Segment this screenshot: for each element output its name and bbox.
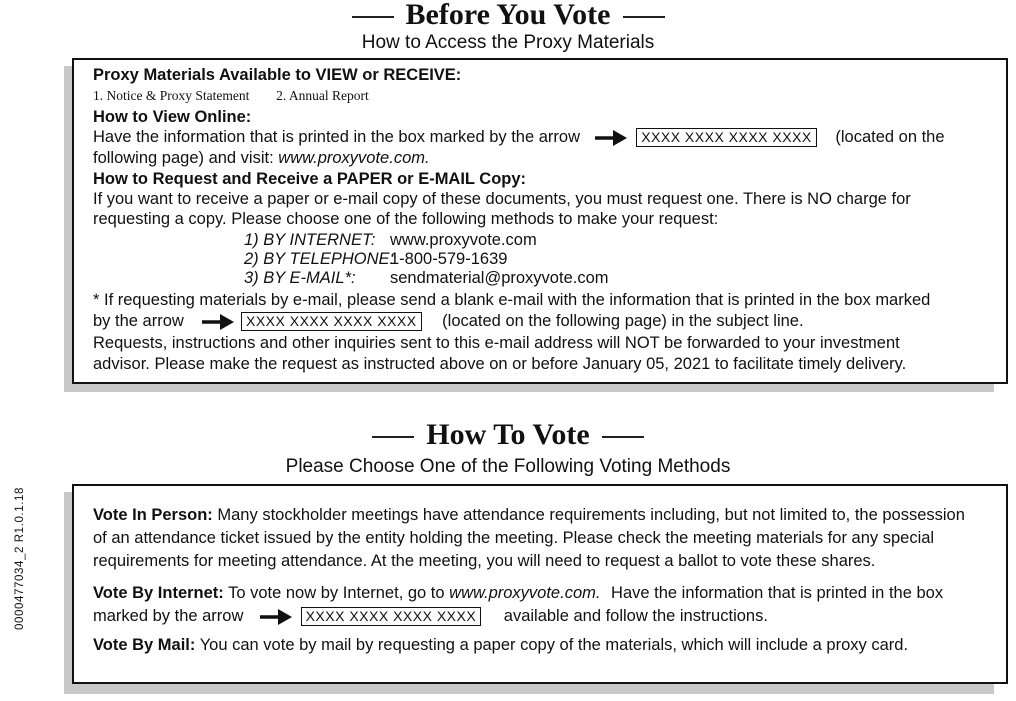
method-telephone-value[interactable]: 1-800-579-1639 bbox=[390, 250, 508, 268]
vote-by-internet-label: Vote By Internet: bbox=[93, 584, 224, 602]
title-rule-left bbox=[352, 16, 394, 18]
method-telephone-label: 2) BY TELEPHONE: bbox=[244, 250, 395, 268]
how-to-vote-title bbox=[0, 420, 1016, 450]
vote-in-person-line-3: requirements for meeting attendance. At the meeting, you will need to request a ballot to vote these shares. bbox=[93, 552, 876, 570]
method-internet-label: 1) BY INTERNET: bbox=[244, 231, 376, 249]
view-online-line-1 bbox=[93, 127, 945, 147]
control-number-box: XXXX XXXX XXXX XXXX bbox=[636, 128, 817, 147]
vote-by-internet-line-1 bbox=[93, 583, 943, 603]
method-email-label: 3) BY E-MAIL*: bbox=[244, 269, 356, 287]
voting-methods-box bbox=[72, 484, 1008, 684]
title-rule-right bbox=[623, 16, 665, 18]
title-rule-right bbox=[602, 436, 644, 438]
title-rule-left bbox=[372, 436, 414, 438]
view-online-text: Have the information that is printed in the box marked by the arrow bbox=[93, 128, 580, 146]
vote-in-person-line-1 bbox=[93, 505, 965, 525]
method-internet-value[interactable]: www.proxyvote.com bbox=[390, 231, 537, 249]
before-you-vote-title bbox=[0, 0, 1016, 30]
how-title-text: How To Vote bbox=[426, 418, 590, 451]
forwarding-notice-line-2: advisor. Please make the request as instructed above on or before January 05, 2021 to facilitate timely delivery. bbox=[93, 355, 907, 373]
how-to-vote-subtitle: Please Choose One of the Following Voting Methods bbox=[285, 456, 731, 477]
vote-by-internet-text: To vote now by Internet, go to bbox=[228, 584, 445, 602]
request-copy-heading: How to Request and Receive a PAPER or E-MAIL Copy: bbox=[93, 170, 527, 188]
method-telephone bbox=[244, 249, 507, 269]
arrow-right-icon bbox=[260, 608, 294, 626]
method-email-value[interactable]: sendmaterial@proxyvote.com bbox=[390, 269, 609, 287]
view-online-located: (located on the bbox=[835, 128, 945, 146]
email-footnote-line-1: * If requesting materials by e-mail, please send a blank e-mail with the information that is printed in the box marked bbox=[93, 291, 931, 309]
materials-heading: Proxy Materials Available to VIEW or RECEIVE: bbox=[93, 66, 462, 84]
vote-in-person-text: Many stockholder meetings have attendance requirements including, but not limited to, the possession bbox=[217, 506, 965, 524]
request-copy-line-2: requesting a copy. Please choose one of the following methods to make your request: bbox=[93, 210, 719, 228]
proxyvote-url-link[interactable]: www.proxyvote.com. bbox=[278, 149, 430, 167]
document-id-code: 0000477034_2 R1.0.1.18 bbox=[14, 486, 26, 630]
footnote-by-arrow: by the arrow bbox=[93, 312, 184, 330]
vote-by-internet-instructions: available and follow the instructions. bbox=[503, 607, 768, 625]
materials-item-notice: 1. Notice & Proxy Statement bbox=[93, 88, 250, 103]
method-internet bbox=[244, 230, 537, 250]
forwarding-notice-line-1: Requests, instructions and other inquiries sent to this e-mail address will NOT be forwarded to your investment bbox=[93, 334, 900, 352]
proxy-materials-box bbox=[72, 58, 1008, 384]
view-online-visit-text: following page) and visit: bbox=[93, 149, 274, 167]
control-number-box: XXXX XXXX XXXX XXXX bbox=[241, 312, 422, 331]
control-number-box: XXXX XXXX XXXX XXXX bbox=[301, 607, 482, 626]
vote-by-mail-label: Vote By Mail: bbox=[93, 636, 196, 654]
materials-list bbox=[93, 88, 369, 104]
vote-by-internet-arrow-text: marked by the arrow bbox=[93, 607, 244, 625]
materials-item-annual-report: 2. Annual Report bbox=[276, 88, 369, 103]
arrow-right-icon bbox=[595, 129, 629, 147]
arrow-right-icon bbox=[202, 313, 236, 331]
vote-in-person-label: Vote In Person: bbox=[93, 506, 213, 524]
vote-by-mail-text: You can vote by mail by requesting a paper copy of the materials, which will include a proxy card. bbox=[199, 636, 909, 654]
before-title-text: Before You Vote bbox=[405, 0, 611, 31]
vote-by-internet-line-2 bbox=[93, 606, 768, 626]
vote-in-person-line-2: of an attendance ticket issued by the entity holding the meeting. Please check the meeting materials for any special bbox=[93, 529, 935, 547]
request-copy-line-1: If you want to receive a paper or e-mail copy of these documents, you must request one. There is NO charge for bbox=[93, 190, 911, 208]
method-email bbox=[244, 268, 609, 288]
email-footnote-line-2 bbox=[93, 311, 804, 331]
vote-by-mail-line bbox=[93, 635, 908, 655]
footnote-subject-line: (located on the following page) in the subject line. bbox=[442, 312, 804, 330]
proxyvote-url-link[interactable]: www.proxyvote.com. bbox=[449, 584, 601, 602]
vote-by-internet-text-2: Have the information that is printed in the box bbox=[611, 584, 944, 602]
view-online-heading: How to View Online: bbox=[93, 108, 252, 126]
before-you-vote-subtitle: How to Access the Proxy Materials bbox=[361, 32, 655, 53]
view-online-line-2 bbox=[93, 148, 430, 168]
